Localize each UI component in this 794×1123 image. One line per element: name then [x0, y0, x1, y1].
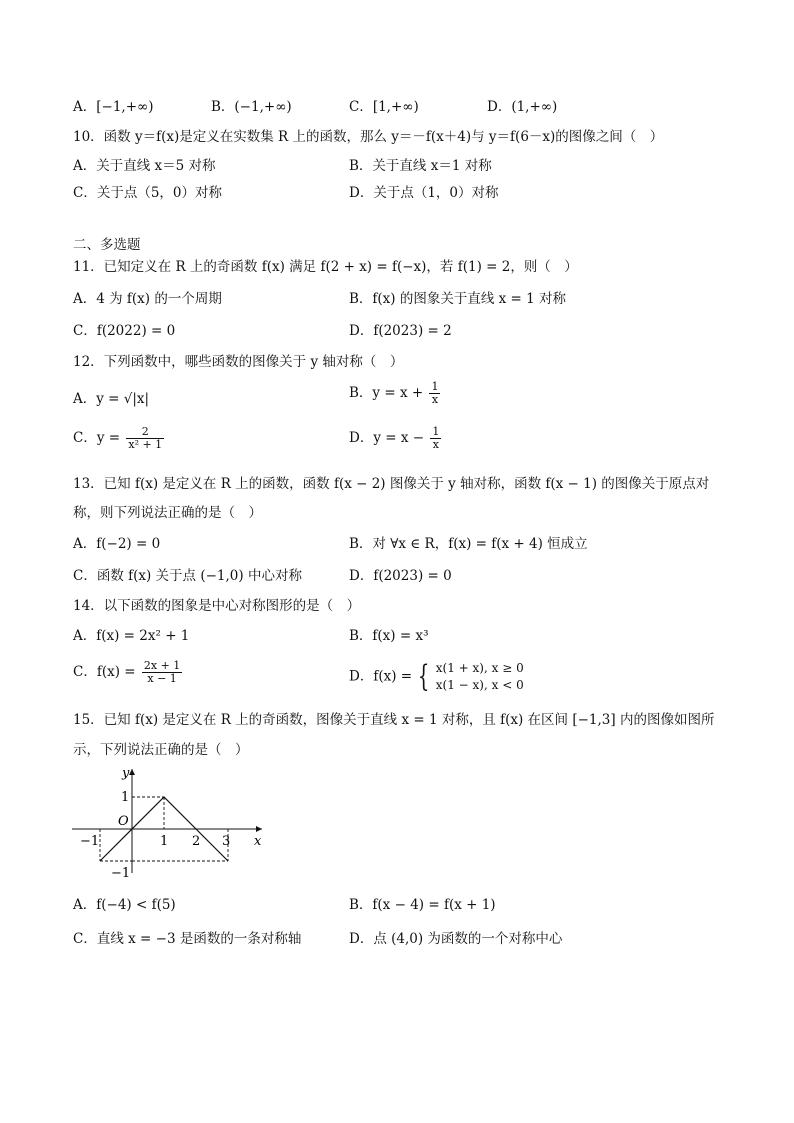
y-tick-label: −1: [111, 866, 131, 881]
q9-option-b: B．(−1,+∞): [211, 99, 292, 115]
section-title: 二、多选题: [73, 237, 141, 253]
q13-stem-line1: 13．已知 f(x) 是定义在 R 上的函数，函数 f(x − 2) 图像关于 y 轴对称，函数 f(x − 1) 的图像关于原点对: [73, 476, 710, 492]
x-tick-label: −1: [80, 834, 100, 849]
q14-option-d: [349, 660, 524, 694]
q14-c-prefix: C．f(x) =: [73, 664, 136, 680]
x-tick-label: 2: [192, 834, 201, 849]
q11-option-c: C．f(2022) = 0: [73, 323, 176, 339]
q12-option-b: [349, 381, 442, 406]
q12-c-prefix: C．y =: [73, 430, 121, 446]
q14-d-case2: x(1 − x), x < 0: [435, 678, 524, 692]
x-tick-label: 1: [160, 834, 169, 849]
q9-option-a: A．[−1,+∞): [73, 99, 154, 115]
q15-option-b: B．f(x − 4) = f(x + 1): [349, 897, 496, 913]
q14-option-b: B．f(x) = x³: [349, 628, 429, 644]
q10-option-c: C．关于点（5，0）对称: [73, 185, 223, 201]
q13-option-b: B．对 ∀x ∈ R，f(x) = f(x + 4) 恒成立: [349, 536, 588, 552]
q10-stem: 10．函数 y＝f(x)是定义在实数集 R 上的函数，那么 y＝－f(x＋4)与 y＝f(6－x)的图像之间（ ）: [73, 129, 664, 145]
q12-option-d: [349, 426, 443, 451]
q13-stem-line2: 称，则下列说法正确的是（ ）: [73, 505, 262, 521]
q10-option-b: B．关于直线 x＝1 对称: [349, 158, 492, 174]
q9-option-d: D．(1,+∞): [487, 99, 558, 115]
left-brace-icon: {: [418, 659, 430, 694]
q14-d-prefix: D．f(x) =: [349, 668, 413, 685]
origin-label: O: [118, 814, 129, 829]
x-tick-label: 3: [222, 834, 231, 849]
q11-stem: 11．已知定义在 R 上的奇函数 f(x) 满足 f(2 + x) = f(−x)，若 f(1) = 2，则（ ）: [73, 259, 578, 275]
q14-c-den: x − 1: [147, 672, 177, 685]
q15-option-a: A．f(−4) < f(5): [73, 897, 176, 913]
q15-option-c: C．直线 x = −3 是函数的一条对称轴: [73, 931, 302, 947]
q12-b-den: x: [431, 393, 439, 406]
q14-option-a: A．f(x) = 2x² + 1: [73, 628, 190, 644]
q12-b-num: 1: [431, 380, 439, 393]
q14-stem: 14．以下函数的图象是中心对称图形的是（ ）: [73, 598, 361, 614]
q12-option-a: A．y = √|x|: [73, 391, 150, 407]
q13-option-d: D．f(2023) = 0: [349, 568, 452, 584]
y-axis-label: y: [122, 766, 130, 781]
q13-option-a: A．f(−2) = 0: [73, 536, 161, 552]
q11-option-d: D．f(2023) = 2: [349, 323, 452, 339]
q13-option-c: C．函数 f(x) 关于点 (−1,0) 中心对称: [73, 568, 302, 584]
q15-stem-line1: 15．已知 f(x) 是定义在 R 上的奇函数，图像关于直线 x = 1 对称，且 f(x) 在区间 [−1,3] 内的图像如图所: [73, 712, 715, 728]
q12-d-fraction: [430, 426, 441, 451]
q12-c-num: 2: [126, 426, 164, 439]
q12-d-den: x: [432, 438, 439, 451]
q12-c-den: x² + 1: [128, 438, 163, 451]
q10-option-a: A．关于直线 x＝5 对称: [73, 158, 216, 174]
q12-option-c: [73, 426, 166, 451]
q10-option-d: D．关于点（1，0）对称: [349, 185, 499, 201]
q12-b-prefix: B．y = x +: [349, 385, 424, 401]
y-tick-label: 1: [121, 790, 130, 805]
q14-d-cases: [436, 660, 524, 694]
q14-d-case1: x(1 + x), x ≥ 0: [435, 661, 524, 675]
q12-c-fraction: [126, 426, 164, 451]
x-axis-label: x: [254, 834, 262, 849]
q11-option-b: B．f(x) 的图象关于直线 x = 1 对称: [349, 291, 567, 307]
q15-option-d: D．点 (4,0) 为函数的一个对称中心: [349, 931, 563, 947]
q14-option-c: [73, 660, 184, 685]
q12-d-num: 1: [432, 425, 440, 438]
q12-b-fraction: [429, 381, 440, 406]
q14-c-fraction: [142, 660, 182, 685]
q12-d-prefix: D．y = x −: [349, 430, 425, 446]
q9-option-c: C．[1,+∞): [349, 99, 419, 115]
q14-c-num: 2x + 1: [143, 659, 181, 672]
q11-option-a: A．4 为 f(x) 的一个周期: [73, 291, 222, 307]
q15-graph: [70, 763, 270, 883]
q12-stem: 12．下列函数中，哪些函数的图像关于 y 轴对称（ ）: [73, 354, 404, 370]
q15-stem-line2: 示，下列说法正确的是（ ）: [73, 742, 249, 758]
